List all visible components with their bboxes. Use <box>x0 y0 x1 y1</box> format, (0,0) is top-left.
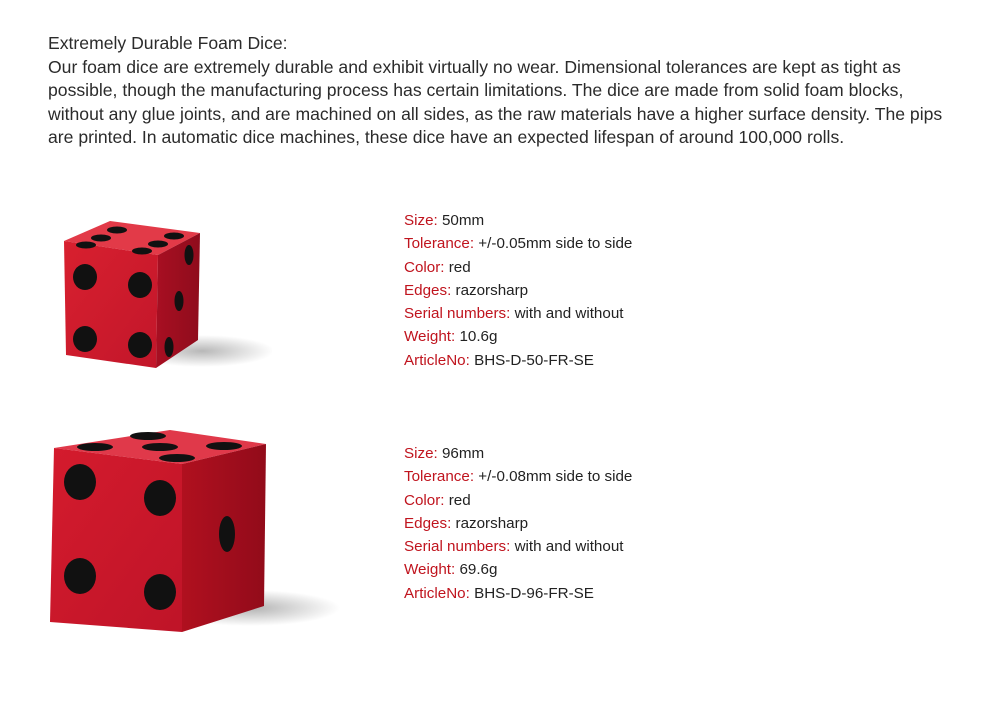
spec-weight <box>404 325 632 348</box>
spec-label: Serial numbers: <box>404 538 511 556</box>
red-dice-image <box>40 422 340 640</box>
spec-size <box>404 442 632 465</box>
spec-value: red <box>444 258 471 276</box>
spec-tolerance <box>404 465 632 488</box>
spec-tolerance <box>404 232 632 255</box>
spec-value: BHS-D-50-FR-SE <box>469 351 594 369</box>
spec-label: Weight: <box>404 561 456 579</box>
spec-value: razorsharp <box>451 514 529 532</box>
spec-label: Color: <box>404 258 445 276</box>
spec-label: Serial numbers: <box>404 305 511 323</box>
product-description <box>48 32 948 150</box>
spec-serial-numbers <box>404 535 632 558</box>
spec-edges <box>404 279 632 302</box>
spec-value: +/-0.05mm side to side <box>474 235 633 253</box>
spec-value: 10.6g <box>455 328 498 346</box>
spec-label: ArticleNo: <box>404 584 470 602</box>
spec-label: Tolerance: <box>404 468 475 486</box>
spec-value: +/-0.08mm side to side <box>474 468 633 486</box>
spec-color <box>404 489 632 512</box>
spec-label: ArticleNo: <box>404 351 470 369</box>
spec-list <box>404 442 632 605</box>
spec-label: Color: <box>404 491 445 509</box>
spec-value: razorsharp <box>451 281 529 299</box>
spec-serial-numbers <box>404 302 632 325</box>
spec-label: Weight: <box>404 328 456 346</box>
spec-value: 96mm <box>437 445 485 462</box>
spec-label: Size: <box>404 445 438 462</box>
spec-value: BHS-D-96-FR-SE <box>469 584 594 602</box>
spec-list <box>404 209 632 372</box>
spec-label: Edges: <box>404 514 452 532</box>
spec-label: Edges: <box>404 281 452 299</box>
spec-value: with and without <box>510 538 624 556</box>
spec-value: with and without <box>510 305 624 323</box>
spec-value: red <box>444 491 471 509</box>
red-dice-image <box>52 203 272 388</box>
spec-article-no <box>404 349 632 372</box>
description-paragraph: Our foam dice are extremely durable and exhibit virtually no wear. Dimensional tolerances are kept as tight as possible, though the manufacturing process has certain limitations. The dice are made from solid foam blocks, without any glue joints, and are machined on all sides, as the raw materials have a higher surface density. The pips are printed. In automatic dice machines, these dice have an expected lifespan of around 100,000 rolls. <box>48 56 943 147</box>
product-block-96mm <box>0 420 984 640</box>
spec-label: Size: <box>404 212 438 229</box>
spec-article-no <box>404 582 632 605</box>
spec-value: 69.6g <box>455 561 498 579</box>
spec-size <box>404 209 632 232</box>
spec-value: 50mm <box>437 212 485 229</box>
spec-color <box>404 256 632 279</box>
product-block-50mm <box>0 195 984 385</box>
description-heading: Extremely Durable Foam Dice: <box>48 33 288 53</box>
spec-weight <box>404 558 632 581</box>
spec-edges <box>404 512 632 535</box>
spec-label: Tolerance: <box>404 235 475 253</box>
